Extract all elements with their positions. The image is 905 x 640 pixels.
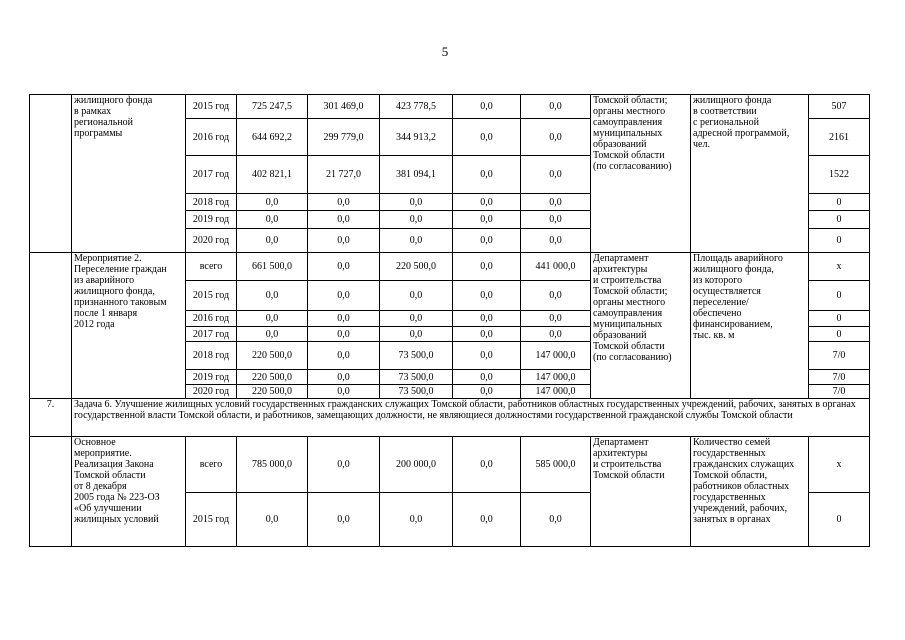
extrabudget-cell: 0,0 [521, 311, 591, 327]
indicator-value: x [809, 437, 870, 493]
local-cell: 0,0 [453, 156, 521, 194]
year-cell: 2015 год [186, 493, 237, 547]
table-row [30, 95, 870, 119]
year-cell: 2019 год [186, 211, 237, 229]
total-cell: 0,0 [237, 493, 308, 547]
total-cell: 0,0 [237, 281, 308, 311]
total-cell: 725 247,5 [237, 95, 308, 119]
local-cell: 0,0 [453, 95, 521, 119]
year-cell: 2015 год [186, 281, 237, 311]
year-cell: всего [186, 253, 237, 281]
federal-cell: 0,0 [308, 493, 380, 547]
extrabudget-cell: 147 000,0 [521, 385, 591, 399]
local-cell: 0,0 [453, 281, 521, 311]
local-cell: 0,0 [453, 370, 521, 385]
local-cell: 0,0 [453, 327, 521, 342]
federal-cell: 0,0 [308, 229, 380, 253]
indicator-cell: жилищного фонда в соответствии с региональной адресной программой, чел. [691, 95, 809, 253]
regional-cell: 0,0 [380, 281, 453, 311]
regional-cell: 0,0 [380, 211, 453, 229]
indicator-value: 0 [809, 281, 870, 311]
total-cell: 220 500,0 [237, 370, 308, 385]
federal-cell: 299 779,0 [308, 119, 380, 156]
row-number-cell [30, 437, 72, 547]
indicator-value: 0 [809, 311, 870, 327]
regional-cell: 73 500,0 [380, 370, 453, 385]
row-number-cell [30, 253, 72, 399]
extrabudget-cell: 0,0 [521, 493, 591, 547]
federal-cell: 0,0 [308, 281, 380, 311]
local-cell: 0,0 [453, 311, 521, 327]
page-number: 5 [441, 44, 449, 59]
regional-cell: 344 913,2 [380, 119, 453, 156]
extrabudget-cell: 0,0 [521, 194, 591, 211]
year-cell: 2015 год [186, 95, 237, 119]
regional-cell: 0,0 [380, 311, 453, 327]
extrabudget-cell: 147 000,0 [521, 370, 591, 385]
federal-cell: 0,0 [308, 311, 380, 327]
federal-cell: 21 727,0 [308, 156, 380, 194]
extrabudget-cell: 0,0 [521, 281, 591, 311]
regional-cell: 0,0 [380, 194, 453, 211]
year-cell: 2019 год [186, 370, 237, 385]
federal-cell: 0,0 [308, 385, 380, 399]
total-cell: 785 000,0 [237, 437, 308, 493]
total-cell: 0,0 [237, 311, 308, 327]
task-description: Задача 6. Улучшение жилищных условий государственных гражданских служащих Томской области, работников областных государственных учреждений, рабочих, занятых в органах государственной власти Томской области, и работников, замещающих должности, не являющиеся должностями государственной гражданской службы Томской области [72, 399, 870, 437]
executor-cell: Департамент архитектуры и строительства Томской области [591, 437, 691, 547]
total-cell: 0,0 [237, 194, 308, 211]
year-cell: 2020 год [186, 229, 237, 253]
federal-cell: 0,0 [308, 437, 380, 493]
federal-cell: 0,0 [308, 194, 380, 211]
year-cell: всего [186, 437, 237, 493]
regional-cell: 73 500,0 [380, 385, 453, 399]
indicator-value: 0 [809, 229, 870, 253]
total-cell: 220 500,0 [237, 342, 308, 370]
year-cell: 2016 год [186, 119, 237, 156]
federal-cell: 0,0 [308, 211, 380, 229]
program-table [29, 94, 870, 547]
extrabudget-cell: 0,0 [521, 211, 591, 229]
year-cell: 2020 год [186, 385, 237, 399]
federal-cell: 0,0 [308, 327, 380, 342]
local-cell: 0,0 [453, 211, 521, 229]
indicator-cell: Количество семей государственных гражданских служащих Томской области, работников областных государственных учреждений, рабочих, занятых в органах [691, 437, 809, 547]
table-row [30, 437, 870, 493]
regional-cell: 73 500,0 [380, 342, 453, 370]
activity-name: Основное мероприятие. Реализация Закона Томской области от 8 декабря 2005 года № 223-ОЗ «Об улучшении жилищных условий [72, 437, 186, 547]
indicator-value: 7/0 [809, 385, 870, 399]
indicator-value: 0 [809, 211, 870, 229]
local-cell: 0,0 [453, 493, 521, 547]
extrabudget-cell: 0,0 [521, 156, 591, 194]
extrabudget-cell: 441 000,0 [521, 253, 591, 281]
regional-cell: 381 094,1 [380, 156, 453, 194]
task-row [30, 399, 870, 437]
indicator-value: 7/0 [809, 342, 870, 370]
year-cell: 2018 год [186, 194, 237, 211]
regional-cell: 0,0 [380, 229, 453, 253]
extrabudget-cell: 0,0 [521, 327, 591, 342]
local-cell: 0,0 [453, 385, 521, 399]
regional-cell: 220 500,0 [380, 253, 453, 281]
row-number-cell: 7. [30, 399, 72, 437]
indicator-value: 0 [809, 327, 870, 342]
extrabudget-cell: 0,0 [521, 119, 591, 156]
regional-cell: 200 000,0 [380, 437, 453, 493]
local-cell: 0,0 [453, 229, 521, 253]
indicator-value: 507 [809, 95, 870, 119]
indicator-value: 7/0 [809, 370, 870, 385]
year-cell: 2017 год [186, 156, 237, 194]
total-cell: 0,0 [237, 327, 308, 342]
federal-cell: 301 469,0 [308, 95, 380, 119]
year-cell: 2018 год [186, 342, 237, 370]
federal-cell: 0,0 [308, 342, 380, 370]
local-cell: 0,0 [453, 253, 521, 281]
total-cell: 661 500,0 [237, 253, 308, 281]
year-cell: 2016 год [186, 311, 237, 327]
total-cell: 220 500,0 [237, 385, 308, 399]
total-cell: 402 821,1 [237, 156, 308, 194]
extrabudget-cell: 585 000,0 [521, 437, 591, 493]
activity-name: Мероприятие 2. Переселение граждан из аварийного жилищного фонда, признанного таковым после 1 января 2012 года [72, 253, 186, 399]
total-cell: 644 692,2 [237, 119, 308, 156]
row-number-cell [30, 95, 72, 253]
local-cell: 0,0 [453, 194, 521, 211]
regional-cell: 0,0 [380, 327, 453, 342]
regional-cell: 0,0 [380, 493, 453, 547]
indicator-value: 0 [809, 493, 870, 547]
regional-cell: 423 778,5 [380, 95, 453, 119]
local-cell: 0,0 [453, 437, 521, 493]
extrabudget-cell: 0,0 [521, 229, 591, 253]
extrabudget-cell: 147 000,0 [521, 342, 591, 370]
activity-name: жилищного фонда в рамках региональной программы [72, 95, 186, 253]
federal-cell: 0,0 [308, 253, 380, 281]
executor-cell: Департамент архитектуры и строительства Томской области; органы местного самоуправления муниципальных образований Томской области (по согласованию) [591, 253, 691, 399]
indicator-value: 1522 [809, 156, 870, 194]
local-cell: 0,0 [453, 342, 521, 370]
indicator-value: 2161 [809, 119, 870, 156]
executor-cell: Томской области; органы местного самоуправления муниципальных образований Томской области (по согласованию) [591, 95, 691, 253]
indicator-value: x [809, 253, 870, 281]
table-row [30, 253, 870, 281]
total-cell: 0,0 [237, 229, 308, 253]
total-cell: 0,0 [237, 211, 308, 229]
local-cell: 0,0 [453, 119, 521, 156]
indicator-cell: Площадь аварийного жилищного фонда, из которого осуществляется переселение/ обеспечено финансированием, тыс. кв. м [691, 253, 809, 399]
indicator-value: 0 [809, 194, 870, 211]
extrabudget-cell: 0,0 [521, 95, 591, 119]
year-cell: 2017 год [186, 327, 237, 342]
federal-cell: 0,0 [308, 370, 380, 385]
